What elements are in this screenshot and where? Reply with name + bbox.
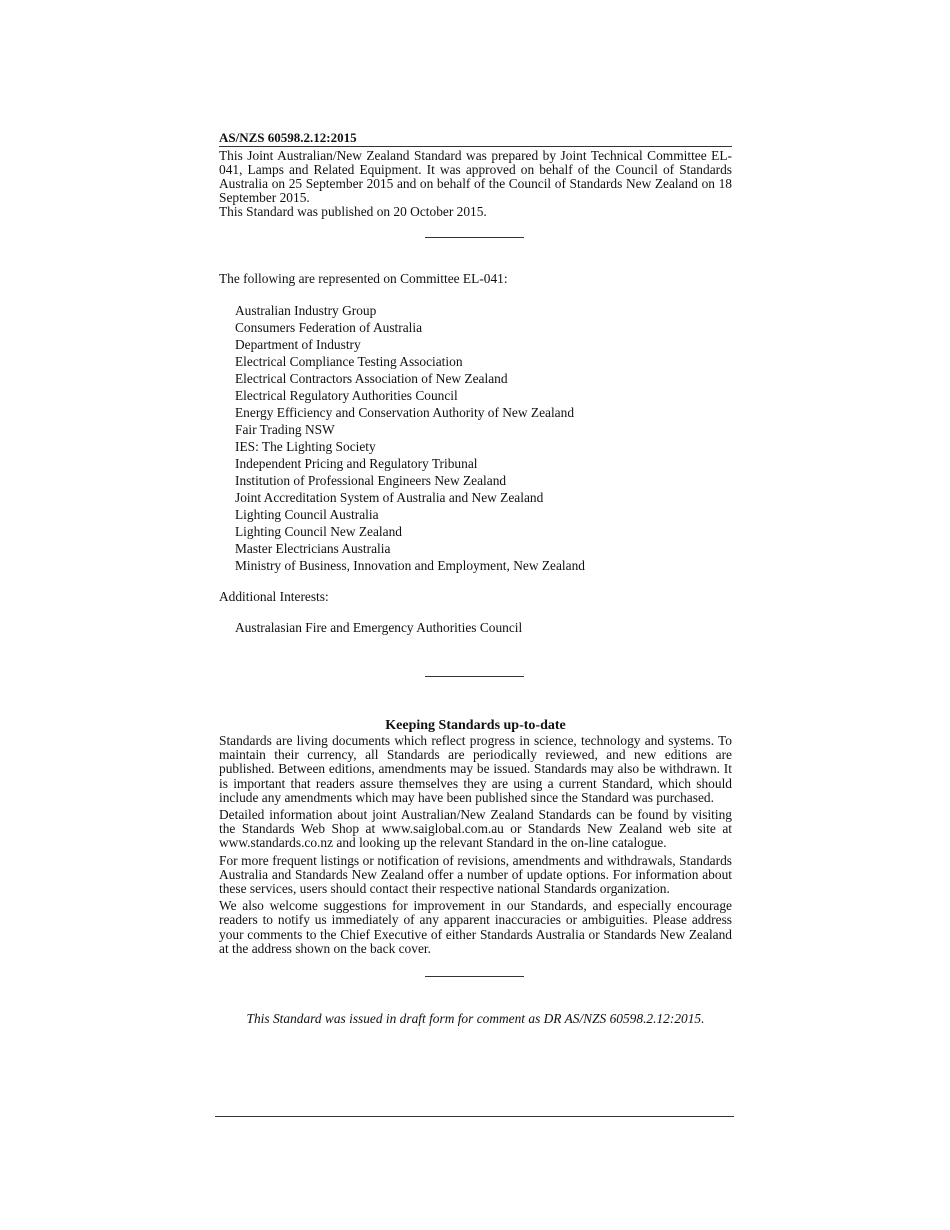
list-item: Lighting Council New Zealand <box>235 524 402 539</box>
list-item: Consumers Federation of Australia <box>235 320 423 335</box>
separator-rule <box>425 976 524 977</box>
section-title: Keeping Standards up-to-date <box>385 718 566 733</box>
list-item: Institution of Professional Engineers New Zealand <box>235 473 507 488</box>
header-rule <box>219 146 732 147</box>
list-item: Ministry of Business, Innovation and Employment, New Zealand <box>235 558 585 573</box>
list-item: Joint Accreditation System of Australia and New Zealand <box>235 490 544 505</box>
paragraph: Detailed information about joint Australian/New Zealand Standards can be found by visiting the Standards Web Shop at www.saiglobal.com.au or Standards New Zealand web site at www.standards.co.nz and looking up the relevant Standard in the on-line catalogue. <box>219 807 732 851</box>
additional-interests-heading: Additional Interests: <box>219 589 329 604</box>
separator-rule <box>425 676 524 677</box>
committee-member-list <box>219 302 732 574</box>
list-item: Electrical Contractors Association of New Zealand <box>235 371 508 386</box>
list-item: Independent Pricing and Regulatory Tribunal <box>235 456 478 471</box>
list-item: Australian Industry Group <box>235 303 377 318</box>
paragraph: Standards are living documents which reflect progress in science, technology and systems. To maintain their currency, all Standards are periodically reviewed, and new editions are published. Between editions, amendments may be issued. Standards may also be withdrawn. It is important that readers assure themselves they are using a current Standard, which should include any amendments which may have been published since the Standard was purchased. <box>219 733 732 805</box>
intro-paragraph: This Joint Australian/New Zealand Standard was prepared by Joint Technical Committee EL-041, Lamps and Related Equipment. It was approved on behalf of the Council of Standards Australia on 25 September 2015 and on behalf of the Council of Standards New Zealand on 18 September 2015. <box>219 148 732 205</box>
list-item: Electrical Regulatory Authorities Council <box>235 388 458 403</box>
document-id: AS/NZS 60598.2.12:2015 <box>219 130 357 145</box>
committee-heading: The following are represented on Committee EL-041: <box>219 271 508 286</box>
separator-rule <box>425 237 524 238</box>
list-item: Australasian Fire and Emergency Authorities Council <box>235 620 523 635</box>
list-item: Fair Trading NSW <box>235 422 335 437</box>
list-item: Electrical Compliance Testing Association <box>235 354 463 369</box>
footer-rule <box>215 1116 734 1117</box>
published-date: This Standard was published on 20 October 2015. <box>219 204 487 219</box>
document-page <box>219 131 732 1026</box>
additional-interests-list <box>219 619 732 636</box>
list-item: Lighting Council Australia <box>235 507 379 522</box>
paragraph: For more frequent listings or notification of revisions, amendments and withdrawals, Standards Australia and Standards New Zealand offer a number of update options. For information about these services, users should contact their respective national Standards organization. <box>219 852 732 897</box>
draft-note: This Standard was issued in draft form for comment as DR AS/NZS 60598.2.12:2015. <box>246 1011 705 1027</box>
paragraph: We also welcome suggestions for improvement in our Standards, and especially encourage readers to notify us immediately of any apparent inaccuracies or ambiguities. Please address your comments to the Chief Executive of either Standards Australia or Standards New Zealand at the address shown on the back cover. <box>219 898 732 956</box>
list-item: Master Electricians Australia <box>235 541 391 556</box>
list-item: Department of Industry <box>235 337 361 352</box>
list-item: IES: The Lighting Society <box>235 439 376 454</box>
list-item: Energy Efficiency and Conservation Authority of New Zealand <box>235 405 575 420</box>
